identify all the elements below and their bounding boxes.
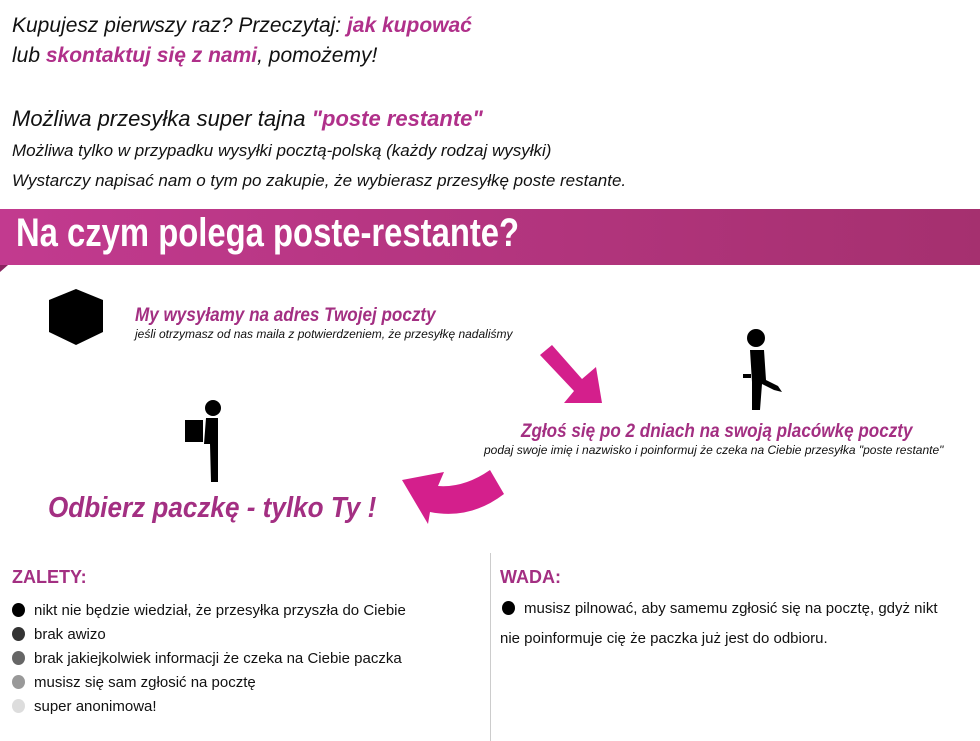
intro-text: Możliwa przesyłka super tajna: [12, 106, 312, 131]
step-3-title: Odbierz paczkę - tylko Ty !: [48, 492, 377, 524]
bullet-icon: [12, 675, 25, 689]
poste-restante-highlight: "poste restante": [311, 106, 483, 131]
bullet-icon: [12, 651, 25, 665]
contact-link[interactable]: skontaktuj się z nami: [45, 44, 258, 67]
pros-list: [12, 598, 406, 718]
step-2-subtitle: podaj swoje imię i nazwisko i poinformuj że czeka na Ciebie przesyłka "poste restante": [484, 443, 944, 457]
list-item: [12, 622, 406, 646]
list-item-text: musisz się sam zgłosić na pocztę: [34, 673, 256, 691]
list-item-text: nikt nie będzie wiedział, że przesyłka przyszła do Ciebie: [34, 601, 406, 619]
arrow-curved-back-icon: [400, 468, 506, 526]
bullet-icon: [502, 601, 515, 615]
section-title: Na czym polega poste-restante?: [16, 211, 520, 255]
step-2-title: Zgłoś się po 2 dniach na swoją placówkę poczty: [521, 421, 913, 442]
list-item-text: super anonimowa!: [34, 697, 157, 715]
cons-text: musisz pilnować, aby samemu zgłosić się na pocztę, gdyż nikt: [524, 599, 938, 617]
list-item-text: brak awizo: [34, 625, 106, 643]
bullet-icon: [12, 603, 25, 617]
bullet-icon: [12, 627, 25, 641]
cons-item: [502, 596, 938, 620]
walking-person-icon: [738, 326, 788, 412]
intro-line-5: Wystarczy napisać nam o tym po zakupie, że wybierasz przesyłkę poste restante.: [12, 171, 627, 190]
arrow-down-right-icon: [538, 343, 604, 405]
list-item: [12, 646, 406, 670]
intro-text: Kupujesz pierwszy raz? Przeczytaj:: [12, 14, 347, 37]
step-1-title: My wysyłamy na adres Twojej poczty: [135, 305, 436, 326]
package-icon: [47, 288, 105, 346]
how-to-buy-link[interactable]: jak kupować: [346, 14, 472, 37]
banner-tail: [0, 265, 8, 272]
list-item: [12, 598, 406, 622]
intro-text: , pomożemy!: [257, 44, 378, 67]
list-item: [12, 670, 406, 694]
column-divider: [490, 553, 491, 741]
intro-line-4: Możliwa tylko w przypadku wysyłki pocztą-polską (każdy rodzaj wysyłki): [12, 141, 552, 160]
intro-text: lub: [12, 44, 46, 67]
intro-line-1: [12, 14, 472, 38]
poste-restante-intro: [12, 106, 483, 132]
cons-item-continued: nie poinformuje cię że paczka już jest do odbioru.: [500, 629, 828, 647]
person-with-package-icon: [184, 398, 224, 482]
list-item: [12, 694, 406, 718]
list-item-text: brak jakiejkolwiek informacji że czeka na Ciebie paczka: [34, 649, 402, 667]
bullet-icon: [12, 699, 25, 713]
step-1-subtitle: jeśli otrzymasz od nas maila z potwierdzeniem, że przesyłkę nadaliśmy: [135, 327, 513, 341]
cons-heading: WADA:: [500, 567, 561, 587]
intro-line-2: [12, 44, 377, 68]
pros-heading: ZALETY:: [12, 567, 87, 587]
